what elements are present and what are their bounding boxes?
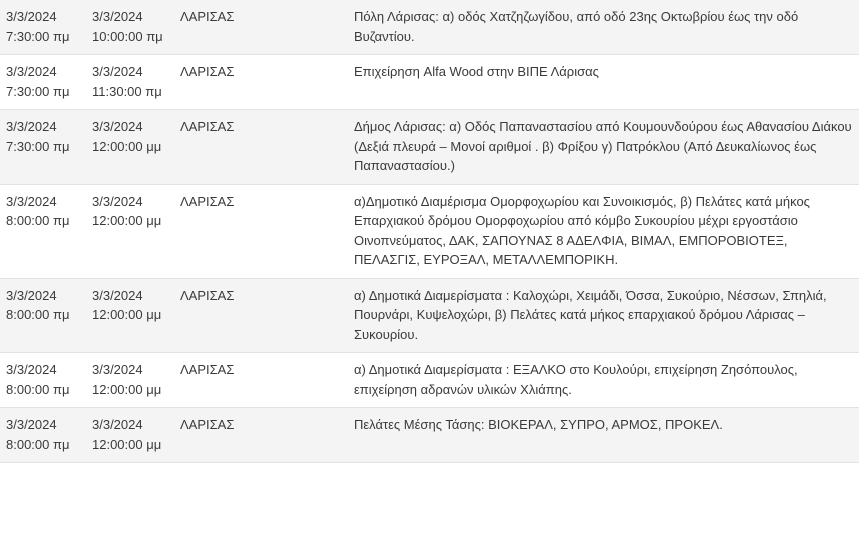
- area-cell: ΛΑΡΙΣΑΣ: [175, 0, 345, 55]
- area-cell: ΛΑΡΙΣΑΣ: [175, 110, 345, 185]
- end-time-cell: 3/3/2024 10:00:00 πμ: [87, 0, 175, 55]
- area-cell: ΛΑΡΙΣΑΣ: [175, 408, 345, 463]
- description-cell: Επιχείρηση Alfa Wood στην ΒΙΠΕ Λάρισας: [345, 55, 859, 110]
- table-row: [0, 55, 859, 110]
- start-time-cell: 3/3/2024 8:00:00 πμ: [0, 184, 87, 278]
- start-time-cell: 3/3/2024 8:00:00 πμ: [0, 408, 87, 463]
- table-row: [0, 0, 859, 55]
- area-cell: ΛΑΡΙΣΑΣ: [175, 278, 345, 353]
- table-row: [0, 184, 859, 278]
- start-time-cell: 3/3/2024 7:30:00 πμ: [0, 110, 87, 185]
- description-cell: α) Δημοτικά Διαμερίσματα : ΕΞΑΛΚΟ στο Κουλούρι, επιχείρηση Ζησόπουλος, επιχείρηση αδρανών υλικών Χλιάπης.: [345, 353, 859, 408]
- end-time-cell: 3/3/2024 12:00:00 μμ: [87, 353, 175, 408]
- description-cell: Πελάτες Μέσης Τάσης: ΒΙΟΚΕΡΑΛ, ΣΥΠΡΟ, ΑΡΜΟΣ, ΠΡΟΚΕΛ.: [345, 408, 859, 463]
- end-time-cell: 3/3/2024 12:00:00 μμ: [87, 110, 175, 185]
- table-row: [0, 353, 859, 408]
- area-cell: ΛΑΡΙΣΑΣ: [175, 55, 345, 110]
- start-time-cell: 3/3/2024 8:00:00 πμ: [0, 278, 87, 353]
- table-row: [0, 278, 859, 353]
- description-cell: α) Δημοτικά Διαμερίσματα : Καλοχώρι, Χειμάδι, Όσσα, Συκούριο, Νέσσων, Σπηλιά, Πουρνάρι, Κυψελοχώρι, β) Πελάτες κατά μήκος επαρχιακού δρόμου Λάρισας – Συκουρίου.: [345, 278, 859, 353]
- end-time-cell: 3/3/2024 11:30:00 πμ: [87, 55, 175, 110]
- start-time-cell: 3/3/2024 7:30:00 πμ: [0, 55, 87, 110]
- area-cell: ΛΑΡΙΣΑΣ: [175, 353, 345, 408]
- description-cell: α)Δημοτικό Διαμέρισμα Ομορφοχωρίου και Συνοικισμός, β) Πελάτες κατά μήκος Επαρχιακού δρόμου Ομορφοχωρίου από κόμβο Συκουρίου μέχρι εργοστάσιο Οινοπνεύματος, ΔΑΚ, ΣΑΠΟΥΝΑΣ 8 ΑΔΕΛΦΙΑ, ΒΙΜΑΛ, ΕΜΠΟΡΟΒΙΟΤΕΞ, ΠΕΛΑΣΓΙΣ, ΕΥΡΟΞΑΛ, ΜΕΤΑΛΛΕΜΠΟΡΙΚΗ.: [345, 184, 859, 278]
- table-row: [0, 110, 859, 185]
- table-row: [0, 408, 859, 463]
- description-cell: Πόλη Λάρισας: α) οδός Χατζηζωγίδου, από οδό 23ης Οκτωβρίου έως την οδό Βυζαντίου.: [345, 0, 859, 55]
- end-time-cell: 3/3/2024 12:00:00 μμ: [87, 278, 175, 353]
- description-cell: Δήμος Λάρισας: α) Οδός Παπαναστασίου από Κουμουνδούρου έως Αθανασίου Διάκου (Δεξιά πλευρά – Μονοί αριθμοί . β) Φρίξου γ) Πατρόκλου (Από Δευκαλίωνος έως Παπαναστασίου.): [345, 110, 859, 185]
- start-time-cell: 3/3/2024 7:30:00 πμ: [0, 0, 87, 55]
- start-time-cell: 3/3/2024 8:00:00 πμ: [0, 353, 87, 408]
- area-cell: ΛΑΡΙΣΑΣ: [175, 184, 345, 278]
- end-time-cell: 3/3/2024 12:00:00 μμ: [87, 184, 175, 278]
- end-time-cell: 3/3/2024 12:00:00 μμ: [87, 408, 175, 463]
